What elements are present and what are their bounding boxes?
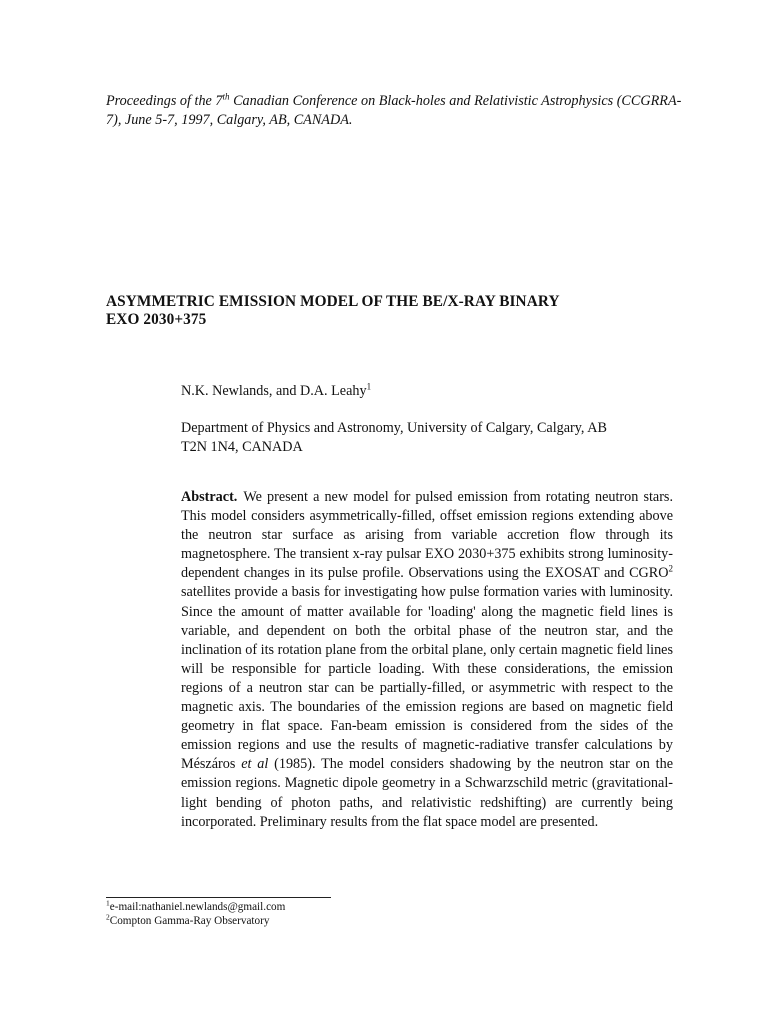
- author-list: [181, 382, 681, 401]
- footnote-1-mark: 1: [106, 898, 110, 908]
- footnotes: [106, 900, 506, 928]
- footnote-2-mark: 2: [106, 912, 110, 922]
- footnote-1: [106, 900, 506, 914]
- proceedings-superscript: th: [222, 91, 230, 102]
- footnote-mark-1: 1: [366, 381, 372, 392]
- abstract-text-part-2: satellites provide a basis for investigating how pulse formation varies with luminosity. Since the amount of matter available for 'loading' along the magnetic field lines is variable, and dependent on both the orbital phase of the neutron star, and the inclination of its rotation plane from the orbital plane, only certain magnetic field lines will be responsible for particle loading. With these considerations, the emission regions of a neutron star can be partially-filled, or asymmetric with respect to the magnetic axis. The boundaries of the emission regions are based on magnetic field geometry in flat space. Fan-beam emission is considered from the sides of the emission regions and use the results of magnetic-radiative transfer calculations by Mészáros: [181, 584, 673, 773]
- paper-title: [106, 293, 666, 329]
- abstract-label: Abstract.: [181, 489, 238, 505]
- abstract-text-part-3: (1985). The model considers shadowing by the neutron star on the emission regions. Magnetic dipole geometry in a Schwarzschild metric (gravitational-light bending of photon paths, and relativistic redshifting) are currently being incorporated. Preliminary results from the flat space model are presented.: [181, 756, 673, 830]
- abstract: [181, 488, 673, 832]
- affiliation-line-2: T2N 1N4, CANADA: [181, 439, 303, 455]
- proceedings-header: [106, 92, 686, 130]
- abstract-text-part-1: We present a new model for pulsed emission from rotating neutron stars. This model considers asymmetrically-filled, offset emission regions extending above the neutron star surface as arising from variable accretion flow through its magnetosphere. The transient x-ray pulsar EXO 2030+375 exhibits strong luminosity-dependent changes in its pulse profile. Observations using the EXOSAT and CGRO: [181, 489, 673, 582]
- paper-title-line-2: EXO 2030+375: [106, 311, 207, 328]
- footnote-2-text: Compton Gamma-Ray Observatory: [109, 915, 270, 927]
- abstract-et-al: et al: [241, 756, 269, 773]
- footnote-1-text: e-mail:nathaniel.newlands@gmail.com: [109, 901, 286, 913]
- proceedings-text: Proceedings of the 7: [106, 93, 223, 109]
- footnote-2: [106, 914, 506, 928]
- affiliation-line-1: Department of Physics and Astronomy, University of Calgary, Calgary, AB: [181, 420, 607, 436]
- affiliation: [181, 419, 675, 457]
- footnote-mark-2: 2: [668, 563, 673, 574]
- proceedings-text-rest: Canadian Conference on Black-holes and Relativistic Astrophysics (CCGRRA-7), June 5-7, 1997, Calgary, AB, CANADA.: [106, 93, 682, 128]
- footnote-rule: [106, 897, 331, 898]
- author-names: N.K. Newlands, and D.A. Leahy: [181, 383, 367, 399]
- paper-title-line-1: ASYMMETRIC EMISSION MODEL OF THE BE/X-RAY BINARY: [106, 293, 560, 310]
